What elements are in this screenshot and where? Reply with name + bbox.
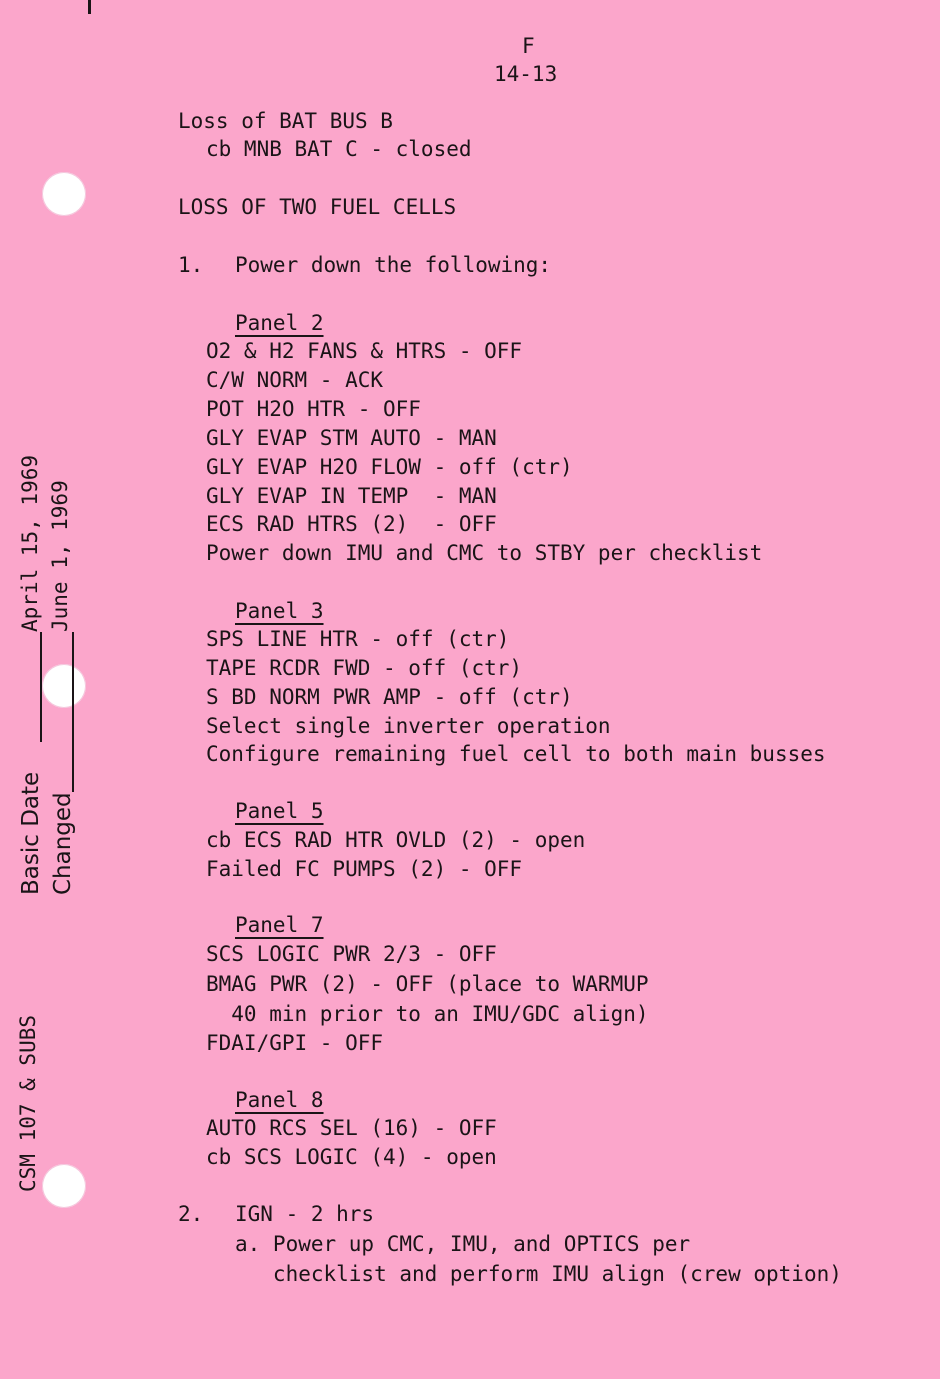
basic-date-rule [40, 632, 42, 742]
panel-7-item: 40 min prior to an IMU/GDC align) [206, 1002, 649, 1026]
panel-7-item: BMAG PWR (2) - OFF (place to WARMUP [206, 972, 649, 996]
panel-2-item: GLY EVAP STM AUTO - MAN [206, 426, 497, 450]
panel-8-item: AUTO RCS SEL (16) - OFF [206, 1116, 497, 1140]
panel-2-item: O2 & H2 FANS & HTRS - OFF [206, 339, 523, 363]
panel-3-item: Configure remaining fuel cell to both main busses [206, 742, 826, 766]
panel-2-item: POT H2O HTR - OFF [206, 397, 421, 421]
panel-8-heading: Panel 8 [235, 1088, 324, 1112]
changed-rule [72, 632, 74, 792]
panel-7-heading: Panel 7 [235, 913, 324, 937]
panel-2-item: C/W NORM - ACK [206, 368, 384, 392]
basic-date-value: April 15, 1969 [18, 454, 42, 632]
vehicle-label: CSM 107 & SUBS [16, 1014, 40, 1192]
panel-2-item: Power down IMU and CMC to STBY per checklist [206, 541, 763, 565]
binder-hole-middle [42, 664, 86, 708]
binder-hole-bottom [42, 1164, 86, 1208]
step-2a-line-1: a. Power up CMC, IMU, and OPTICS per [235, 1232, 691, 1256]
panel-5-item: Failed FC PUMPS (2) - OFF [206, 857, 523, 881]
panel-7-item: SCS LOGIC PWR 2/3 - OFF [206, 942, 497, 966]
panel-3-item: S BD NORM PWR AMP - off (ctr) [206, 685, 573, 709]
step-2-number: 2. [178, 1202, 204, 1226]
binder-hole-top [42, 172, 86, 216]
bat-bus-line: cb MNB BAT C - closed [206, 137, 472, 161]
panel-5-item: cb ECS RAD HTR OVLD (2) - open [206, 828, 586, 852]
changed-value: June 1, 1969 [48, 480, 72, 632]
panel-3-item: SPS LINE HTR - off (ctr) [206, 627, 510, 651]
panel-5-heading: Panel 5 [235, 799, 324, 823]
panel-8-item: cb SCS LOGIC (4) - open [206, 1145, 497, 1169]
basic-date-label: Basic Date [18, 771, 44, 895]
panel-2-item: GLY EVAP H2O FLOW - off (ctr) [206, 455, 573, 479]
step-1-text: Power down the following: [235, 253, 552, 277]
panel-3-heading: Panel 3 [235, 599, 324, 623]
page-number: 14-13 [494, 62, 558, 86]
section-letter: F [522, 34, 535, 58]
panel-2-item: GLY EVAP IN TEMP - MAN [206, 484, 497, 508]
panel-2-item: ECS RAD HTRS (2) - OFF [206, 512, 497, 536]
procedure-title: LOSS OF TWO FUEL CELLS [178, 195, 457, 219]
panel-3-item: Select single inverter operation [206, 714, 611, 738]
panel-7-item: FDAI/GPI - OFF [206, 1031, 384, 1055]
changed-label: Changed [50, 792, 76, 895]
panel-3-item: TAPE RCDR FWD - off (ctr) [206, 656, 523, 680]
step-1-number: 1. [178, 253, 204, 277]
edge-tick-mark [88, 0, 91, 14]
panel-2-heading: Panel 2 [235, 311, 324, 335]
step-2-text: IGN - 2 hrs [235, 1202, 375, 1226]
step-2a-line-2: checklist and perform IMU align (crew option) [235, 1262, 842, 1286]
bat-bus-title: Loss of BAT BUS B [178, 109, 393, 133]
